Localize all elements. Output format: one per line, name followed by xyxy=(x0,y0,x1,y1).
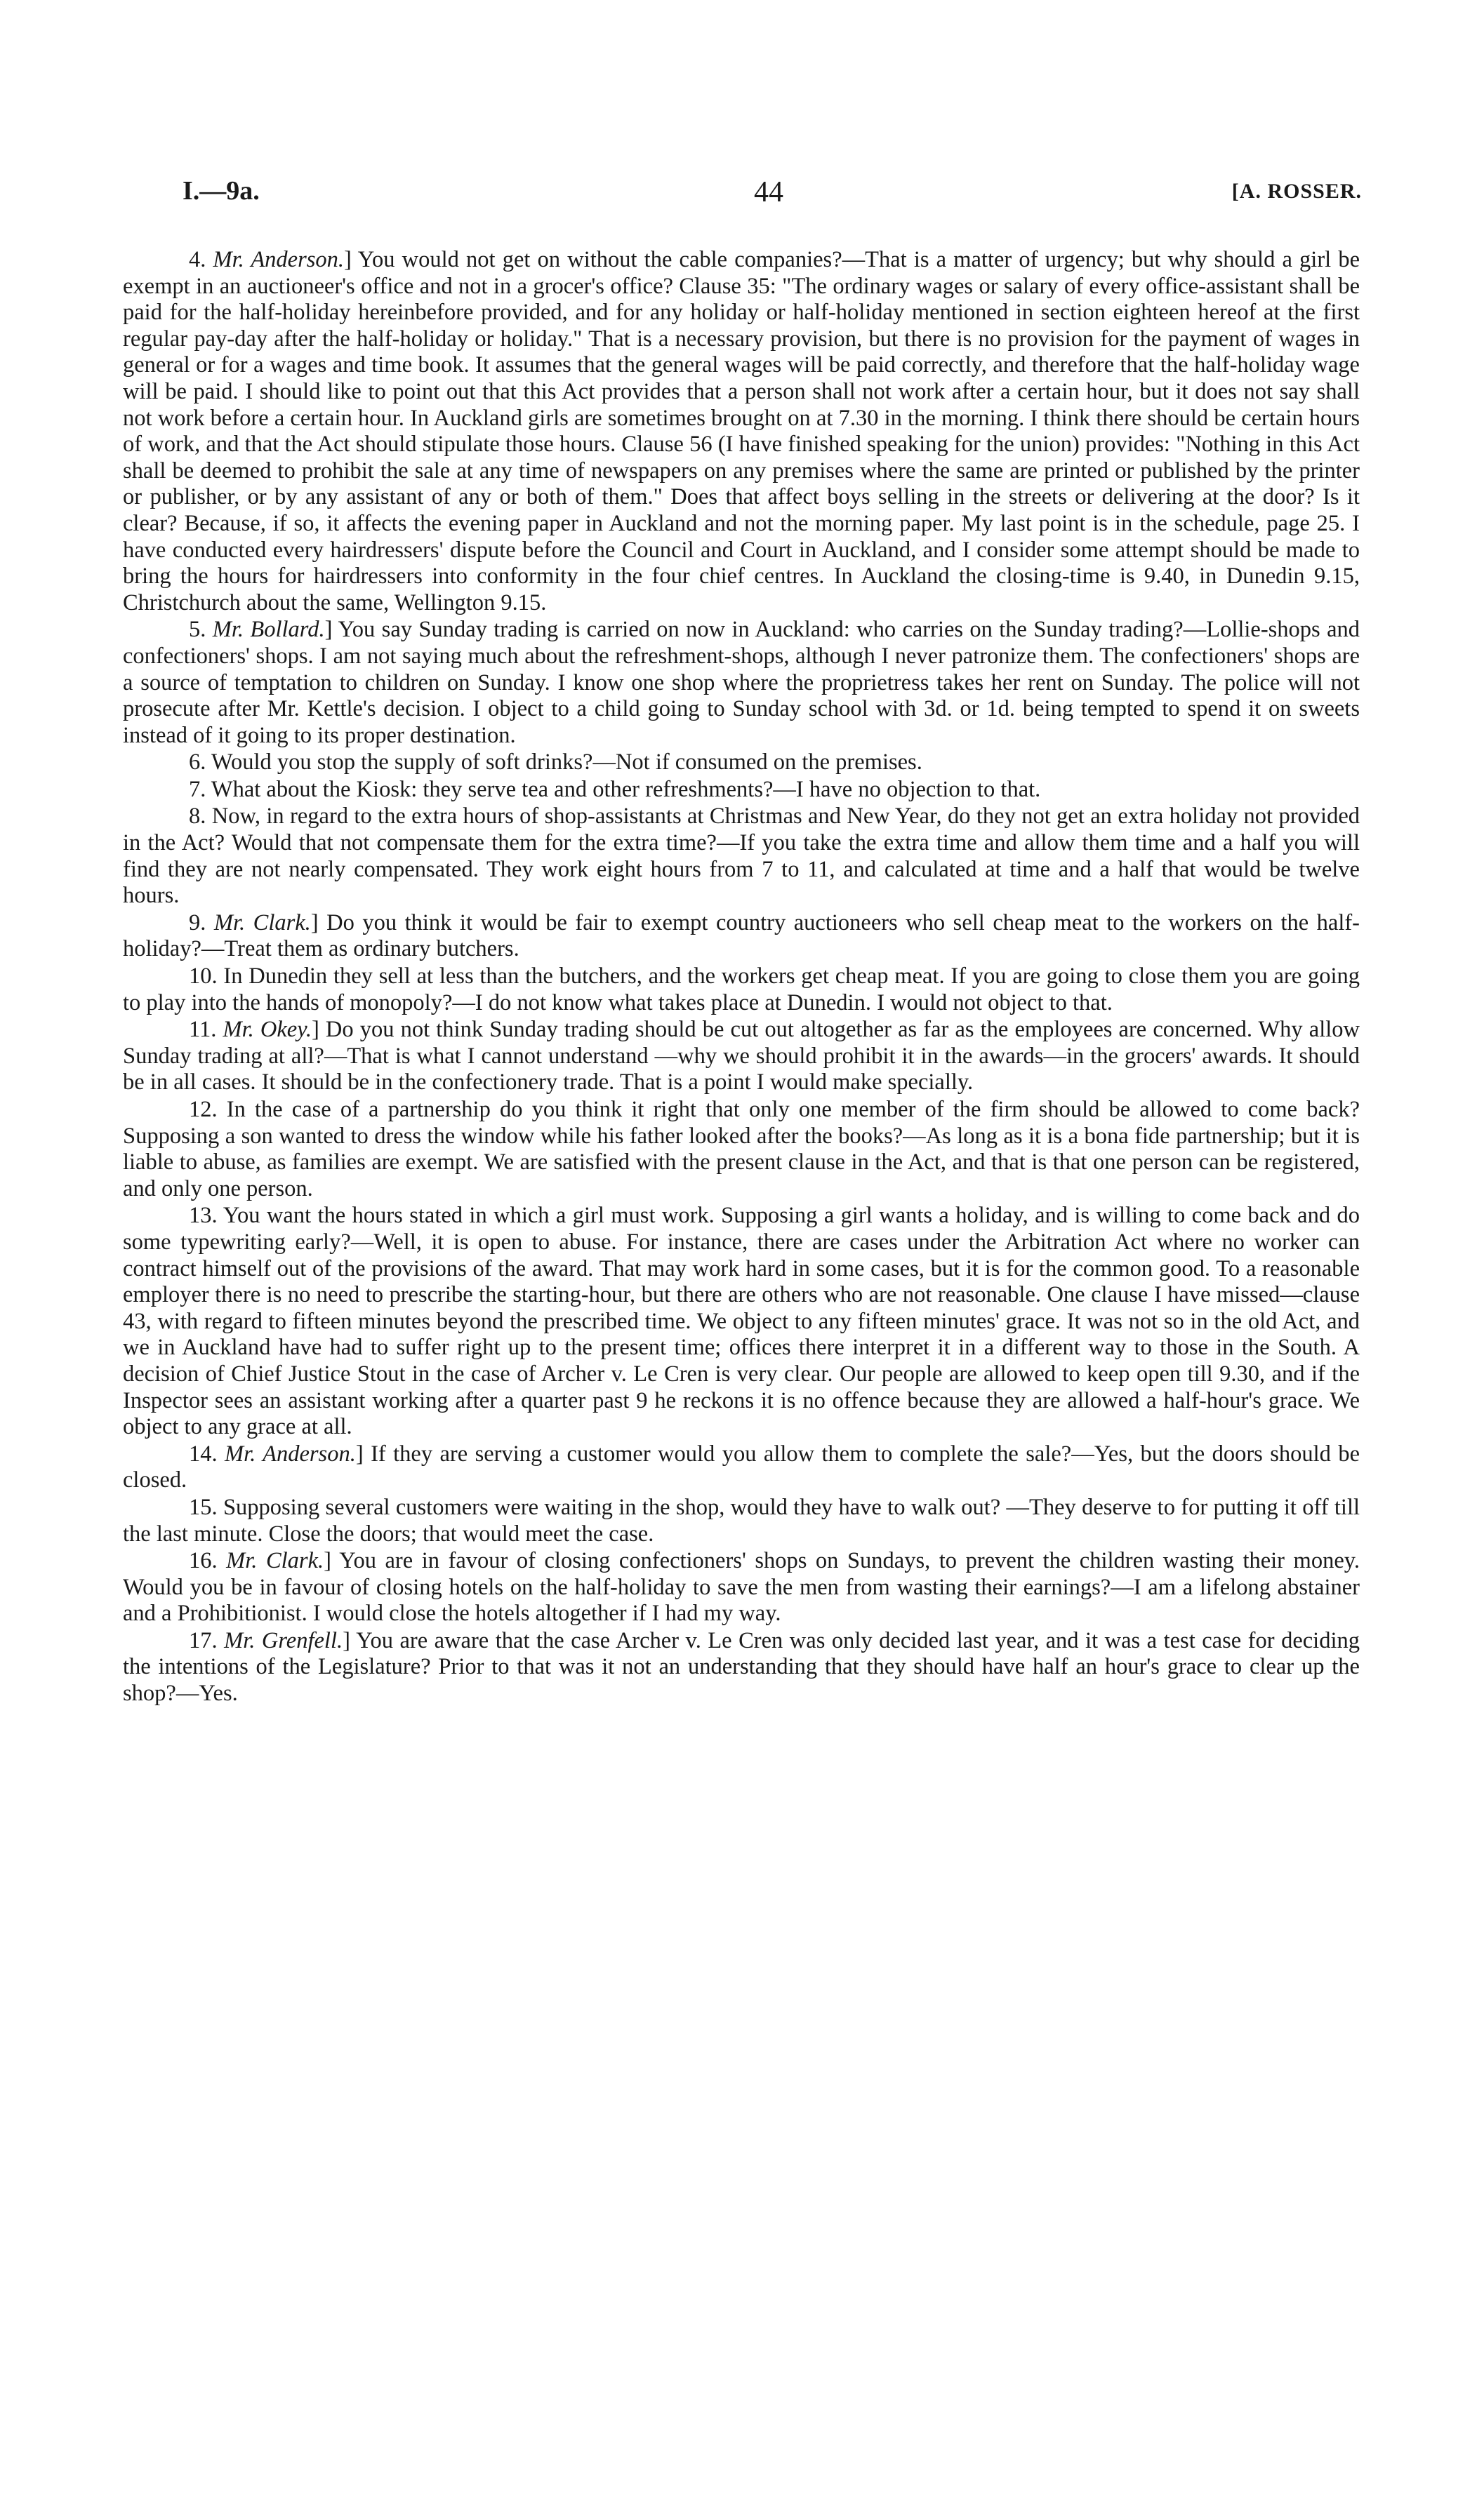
evidence-paragraph xyxy=(123,1548,1360,1627)
paragraph-text: ] Do you not think Sunday trading should be cut out altogether as far as the employees are concerned. Why allow Sunday trading at all?—That is what I cannot understand —why we should prohibit it in the awards—in the grocers' awards. It should be in all cases. It should be in the confectionery trade. That is a point I would make specially. xyxy=(123,1017,1360,1095)
paragraph-text: Would you stop the supply of soft drinks?—Not if consumed on the premises. xyxy=(211,749,922,775)
evidence-paragraph xyxy=(123,1495,1360,1547)
paragraph-text: In the case of a partnership do you think it right that only one member of the firm should be allowed to come back? Supposing a son wanted to dress the window while his father looked after the books?—As long as it is a bona fide partnership; but it is liable to abuse, as families are exempt. We are satisfied with the present clause in the Act, and that is that one person can be registered, and only one person. xyxy=(123,1097,1360,1201)
evidence-paragraph xyxy=(123,964,1360,1016)
question-number: 13. xyxy=(189,1203,218,1229)
evidence-paragraph xyxy=(123,1017,1360,1096)
questioner-name: Mr. Anderson. xyxy=(225,1441,356,1467)
evidence-paragraph xyxy=(123,777,1360,804)
evidence-paragraph xyxy=(123,1203,1360,1440)
evidence-paragraph xyxy=(123,1097,1360,1202)
evidence-paragraph xyxy=(123,910,1360,963)
paragraph-text: ] Do you think it would be fair to exempt country auctioneers who sell cheap meat to the workers on the half-holiday?—Treat them as ordinary butchers. xyxy=(123,909,1360,962)
evidence-paragraph xyxy=(123,1628,1360,1707)
questioner-name: Mr. Clark. xyxy=(226,1548,324,1574)
page-number: 44 xyxy=(754,176,783,208)
paragraph-text: ] If they are serving a customer would you allow them to complete the sale?—Yes, but the doors should be closed. xyxy=(123,1441,1360,1493)
paragraph-text: ] You are aware that the case Archer v. Le Cren was only decided last year, and it was a test case for deciding the intentions of the Legislature? Prior to that was it not an understanding that they should have half an hour's grace to clear up the shop?—Yes. xyxy=(123,1627,1360,1707)
questioner-name: Mr. Bollard. xyxy=(212,617,325,643)
witness-name: [A. ROSSER. xyxy=(1231,180,1362,203)
question-number: 5. xyxy=(189,617,206,643)
evidence-paragraph xyxy=(123,1441,1360,1494)
question-number: 16. xyxy=(189,1548,218,1574)
question-number: 8. xyxy=(189,804,206,829)
questioner-name: Mr. Grenfell. xyxy=(224,1627,343,1653)
question-number: 6. xyxy=(189,749,206,775)
question-number: 14. xyxy=(189,1441,218,1467)
questioner-name: Mr. Okey. xyxy=(223,1017,312,1043)
document-reference: I.—9a. xyxy=(183,176,260,206)
question-number: 17. xyxy=(189,1627,218,1653)
evidence-paragraph xyxy=(123,804,1360,909)
evidence-body xyxy=(123,247,1360,1708)
paragraph-text: ] You would not get on without the cable companies?—That is a matter of urgency; but why should a girl be exempt in an auctioneer's office and not in a grocer's office? Clause 35: "The ordinary wages or salary of every office-assistant shall be paid for the half-holiday hereinbefore provided, and for any holiday or half-holiday mentioned in section eighteen hereof at the first regular pay-day after the half-holiday or holiday." That is a necessary provision, but there is no provision for the payment of wages in general or for a wages and time book. It assumes that the general wages will be paid correctly, and therefore that the half-holiday wage will be paid. I should like to point out that this Act provides that a person shall not work after a certain hour, but it does not say shall not work before a certain hour. In Auckland girls are sometimes brought on at 7.30 in the morning. I think there should be certain hours of work, and that the Act should stipulate those hours. Clause 56 (I have finished speaking for the union) provides: "Nothing in this Act shall be deemed to prohibit the sale at any time of newspapers on any premises where the same are printed or published by the printer or publisher, or by any assistant of any or both of them." Does that affect boys selling in the streets or delivering at the door? Is it clear? Because, if so, it affects the evening paper in Auckland and not the morning paper. My last point is in the schedule, page 25. I have conducted every hairdressers' dispute before the Council and Court in Auckland, and I consider some attempt should be made to bring the hours for hairdressers into conformity in the four chief centres. In Auckland the closing-time is 9.40, in Dunedin 9.15, Christchurch about the same, Wellington 9.15. xyxy=(123,247,1360,615)
question-number: 15. xyxy=(189,1494,218,1520)
question-number: 12. xyxy=(189,1097,218,1122)
question-number: 4. xyxy=(189,247,206,272)
questioner-name: Mr. Anderson. xyxy=(213,247,345,272)
evidence-paragraph xyxy=(123,749,1360,776)
paragraph-text: You want the hours stated in which a girl must work. Supposing a girl wants a holiday, and is willing to come back and do some typewriting early?—Well, it is open to abuse. For instance, there are cases under the Arbitration Act where no worker can contract himself out of the provisions of the award. That may work hard in some cases, but it is for the common good. To a reasonable employer there is no need to prescribe the starting-hour, but there are others who are not reasonable. One clause I have missed—clause 43, with regard to fifteen minutes beyond the prescribed time. We object to any fifteen minutes' grace. It was not so in the old Act, and we in Auckland have had to suffer right up to the present time; offices there interpret it in a different way to those in the South. A decision of Chief Justice Stout in the case of Archer v. Le Cren is very clear. Our people are allowed to keep open till 9.30, and if the Inspector sees an assistant working after a quarter past 9 he reckons it is no offence because they are allowed a half-hour's grace. We object to any grace at all. xyxy=(123,1203,1360,1440)
paragraph-text: What about the Kiosk: they serve tea and other refreshments?—I have no objection to that. xyxy=(211,776,1041,802)
questioner-name: Mr. Clark. xyxy=(213,909,311,935)
paragraph-text: In Dunedin they sell at less than the butchers, and the workers get cheap meat. If you are going to close them you are going to play into the hands of monopoly?—I do not know what takes place at Dunedin. I would not object to that. xyxy=(123,964,1360,1015)
paragraph-text: Now, in regard to the extra hours of shop-assistants at Christmas and New Year, do they not get an extra holiday not provided in the Act? Would that not compensate them for the extra time?—If you take the extra time and allow them time and a half you will find they are not nearly compensated. They work eight hours from 7 to 11, and calculated at time and a half that would be twelve hours. xyxy=(123,804,1360,909)
paragraph-text: Supposing several customers were waiting in the shop, would they have to walk out? —They deserve to for putting it off till the last minute. Close the doors; that would meet the case. xyxy=(123,1494,1360,1547)
question-number: 7. xyxy=(189,776,206,802)
question-number: 11. xyxy=(189,1017,217,1043)
evidence-paragraph xyxy=(123,617,1360,749)
evidence-paragraph xyxy=(123,247,1360,616)
paragraph-text: ] You are in favour of closing confectioners' shops on Sundays, to prevent the children wasting their money. Would you be in favour of closing hotels on the half-holiday to save the men from wasting their earnings?—I am a lifelong abstainer and a Prohibitionist. I would close the hotels altogether if I had my way. xyxy=(123,1548,1360,1627)
paragraph-text: ] You say Sunday trading is carried on now in Auckland: who carries on the Sunday trading?—Lollie-shops and confectioners' shops. I am not saying much about the refreshment-shops, although I never patronize them. The confectioners' shops are a source of temptation to children on Sunday. I know one shop where the proprietress takes her rent on Sunday. The police will not prosecute after Mr. Kettle's decision. I object to a child going to Sunday school with 3d. or 1d. being tempted to spend it on sweets instead of it going to its proper destination. xyxy=(123,617,1360,748)
page-header xyxy=(175,175,1362,218)
question-number: 9. xyxy=(189,909,206,935)
question-number: 10. xyxy=(189,964,218,989)
